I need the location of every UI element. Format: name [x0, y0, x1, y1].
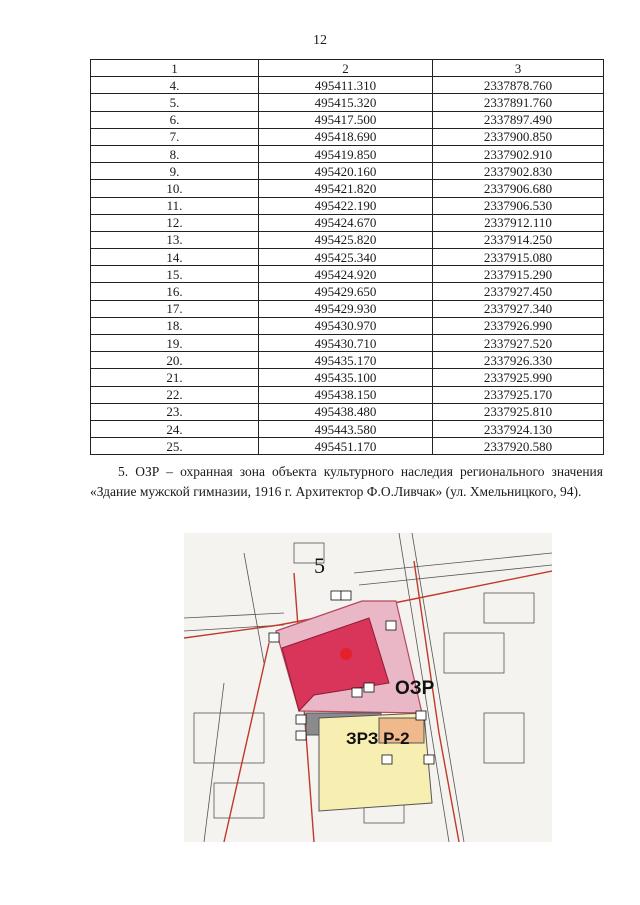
table-header-row	[91, 60, 604, 77]
y-coordinate-cell: 2337902.830	[433, 163, 604, 180]
y-coordinate-cell: 2337912.110	[433, 214, 604, 231]
table-row	[91, 266, 604, 283]
table-row	[91, 249, 604, 266]
x-coordinate-cell: 495411.310	[259, 77, 433, 94]
x-coordinate-cell: 495419.850	[259, 145, 433, 162]
table-row	[91, 335, 604, 352]
x-coordinate-cell: 495421.820	[259, 180, 433, 197]
point-number-cell: 17.	[91, 300, 259, 317]
point-number-cell: 23.	[91, 403, 259, 420]
zone-description: 5. ОЗР – охранная зона объекта культурного наследия регионального значения «Здание мужской гимназии, 1916 г. Архитектор Ф.О.Ливчак» (ул. Хмельницкого, 94).	[90, 464, 603, 499]
header-cell: 1	[91, 60, 259, 77]
table-row	[91, 128, 604, 145]
y-coordinate-cell: 2337925.810	[433, 403, 604, 420]
header-cell: 3	[433, 60, 604, 77]
y-coordinate-cell: 2337927.450	[433, 283, 604, 300]
y-coordinate-cell: 2337900.850	[433, 128, 604, 145]
y-coordinate-cell: 2337926.330	[433, 352, 604, 369]
y-coordinate-cell: 2337924.130	[433, 420, 604, 437]
point-number-cell: 19.	[91, 335, 259, 352]
table-row	[91, 214, 604, 231]
y-coordinate-cell: 2337897.490	[433, 111, 604, 128]
table-row	[91, 231, 604, 248]
x-coordinate-cell: 495451.170	[259, 438, 433, 455]
x-coordinate-cell: 495429.650	[259, 283, 433, 300]
table-body	[91, 77, 604, 455]
x-coordinate-cell: 495425.820	[259, 231, 433, 248]
table-row	[91, 145, 604, 162]
x-coordinate-cell: 495418.690	[259, 128, 433, 145]
x-coordinate-cell: 495438.150	[259, 386, 433, 403]
y-coordinate-cell: 2337927.520	[433, 335, 604, 352]
y-coordinate-cell: 2337925.990	[433, 369, 604, 386]
point-number-cell: 21.	[91, 369, 259, 386]
point-number-cell: 24.	[91, 420, 259, 437]
y-coordinate-cell: 2337891.760	[433, 94, 604, 111]
point-number-cell: 10.	[91, 180, 259, 197]
point-number-cell: 13.	[91, 231, 259, 248]
x-coordinate-cell: 495420.160	[259, 163, 433, 180]
y-coordinate-cell: 2337915.080	[433, 249, 604, 266]
table-row	[91, 317, 604, 334]
map-drawing	[184, 533, 552, 842]
table-row	[91, 283, 604, 300]
table-row	[91, 163, 604, 180]
y-coordinate-cell: 2337926.990	[433, 317, 604, 334]
x-coordinate-cell: 495424.670	[259, 214, 433, 231]
table-row	[91, 420, 604, 437]
y-coordinate-cell: 2337906.530	[433, 197, 604, 214]
x-coordinate-cell: 495430.710	[259, 335, 433, 352]
zone-map	[184, 533, 552, 842]
y-coordinate-cell: 2337878.760	[433, 77, 604, 94]
zone-number-label: 5	[314, 553, 325, 578]
table-row	[91, 352, 604, 369]
point-number-cell: 8.	[91, 145, 259, 162]
monument-marker-icon	[340, 648, 352, 660]
point-number-cell: 4.	[91, 77, 259, 94]
table-row	[91, 403, 604, 420]
x-coordinate-cell: 495443.580	[259, 420, 433, 437]
point-number-cell: 15.	[91, 266, 259, 283]
x-coordinate-cell: 495425.340	[259, 249, 433, 266]
point-number-cell: 25.	[91, 438, 259, 455]
table-row	[91, 180, 604, 197]
x-coordinate-cell: 495422.190	[259, 197, 433, 214]
regulation-zone-label: ЗРЗ Р-2	[346, 729, 410, 748]
point-number-cell: 22.	[91, 386, 259, 403]
table-row	[91, 369, 604, 386]
x-coordinate-cell: 495435.100	[259, 369, 433, 386]
point-number-cell: 9.	[91, 163, 259, 180]
point-number-cell: 20.	[91, 352, 259, 369]
y-coordinate-cell: 2337925.170	[433, 386, 604, 403]
point-number-cell: 6.	[91, 111, 259, 128]
x-coordinate-cell: 495415.320	[259, 94, 433, 111]
point-number-cell: 16.	[91, 283, 259, 300]
y-coordinate-cell: 2337915.290	[433, 266, 604, 283]
point-number-cell: 18.	[91, 317, 259, 334]
x-coordinate-cell: 495435.170	[259, 352, 433, 369]
point-number-cell: 11.	[91, 197, 259, 214]
x-coordinate-cell: 495438.480	[259, 403, 433, 420]
table-row	[91, 111, 604, 128]
table-row	[91, 300, 604, 317]
page-number: 12	[313, 33, 327, 48]
table-row	[91, 438, 604, 455]
y-coordinate-cell: 2337906.680	[433, 180, 604, 197]
protection-zone-label: ОЗР	[395, 678, 435, 699]
table-row	[91, 94, 604, 111]
x-coordinate-cell: 495424.920	[259, 266, 433, 283]
point-number-cell: 12.	[91, 214, 259, 231]
y-coordinate-cell: 2337920.580	[433, 438, 604, 455]
point-number-cell: 14.	[91, 249, 259, 266]
header-cell: 2	[259, 60, 433, 77]
point-number-cell: 7.	[91, 128, 259, 145]
x-coordinate-cell: 495430.970	[259, 317, 433, 334]
y-coordinate-cell: 2337902.910	[433, 145, 604, 162]
point-number-cell: 5.	[91, 94, 259, 111]
coordinates-table	[90, 59, 604, 455]
table-row	[91, 77, 604, 94]
x-coordinate-cell: 495429.930	[259, 300, 433, 317]
x-coordinate-cell: 495417.500	[259, 111, 433, 128]
table-row	[91, 386, 604, 403]
y-coordinate-cell: 2337914.250	[433, 231, 604, 248]
y-coordinate-cell: 2337927.340	[433, 300, 604, 317]
table-row	[91, 197, 604, 214]
